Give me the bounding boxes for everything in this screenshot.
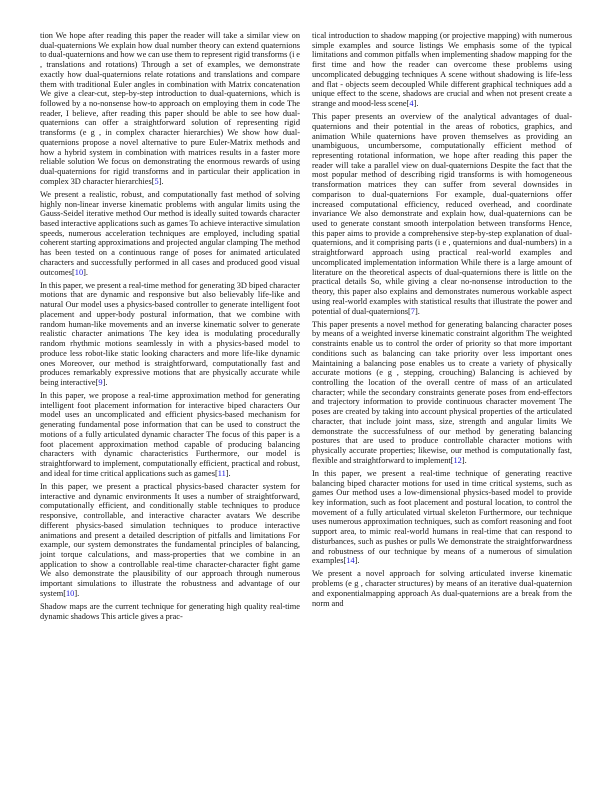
citation-link[interactable]: 5	[154, 176, 159, 186]
citation-link[interactable]: 14	[346, 556, 355, 566]
paragraph: We present a realistic, robust, and computationally fast method of solving highly non-linear inverse kinematic problems with angular limits using the Gauss-Seidel iterative method Our method is ideally suited towards character based interactive applications such as games To achieve interactive simulation speeds, numerous acceleration techniques are employed, including spatial coherent starting approximations and projected angular clamping The method has been tested on a continuous range of poses for animated articulated characters and successfully performed in all cases and produced good visual outcomes[10].	[40, 189, 300, 277]
paragraph: tical introduction to shadow mapping (or projective mapping) with numerous simple examples and source listings We emphasis some of the typical limitations and common pitfalls when implementing shadow mapping for the first time and how the reader can overcome these problems using uncomplicated debugging techniques A scene without shadowing is life-less and flat - objects seem decoupled While different graphical techniques add a unique effect to the scene, shadows are crucial and when not present create a strange and mood-less scene[4].	[312, 31, 572, 109]
citation-link[interactable]: 4	[409, 99, 414, 109]
citation-link[interactable]: 10	[74, 267, 84, 277]
citation-link[interactable]: 9	[98, 377, 103, 387]
paragraph: We present a novel approach for solving articulated inverse kinematic problems (e g , character structures) by means of an iterative dual-quaternion and exponentialmapping approach As dual-quaternions are a break from the norm and	[312, 569, 572, 608]
paragraph: tion We hope after reading this paper the reader will take a similar view on dual-quaternions We explain how dual number theory can extend quaternions to dual-quaternions and how we can use them to represent rigid transforms (i e , translations and rotations) Through a set of examples, we demonstrate exactly how dual-quaternions relate rotations and translations and compare them with traditional Euler angles in combination with Matrix concatenation We give a clear-cut, step-by-step introduction to dual-quaternions, which is followed by a no-nonsense how-to approach on employing them in code The reader, I believe, after reading this paper should be able to see how dual-quaternions can offer a straightforward solution of representing rigid transforms (e g , in complex character hierarchies) We show how dual-quaternions propose a novel alternative to pure Euler-Matrix methods and how a hybrid system in combination with matrices results in a faster more reliable solution We focus on demonstrating the enormous rewards of using dual-quaternions for rigid transforms and in particular their application in complex 3D character hierarchies[5].	[40, 31, 300, 186]
paragraph: This paper presents an overview of the analytical advantages of dual-quaternions and their potential in the areas of robotics, graphics, and animation While quaternions have proven themselves as providing an unambiguous, uncumbersome, computationally efficient method of representing rotational information, we hope after reading this paper the reader will take a parallel view on dual-quaternions Despite the fact that the most popular method of describing rigid transforms is with homogeneous transformation matrices they can suffer from several downsides in comparison to dual-quaternions For example, dual-quaternions offer increased computational efficiency, reduced overhead, and coordinate invariance We also demonstrate and explain how, dual-quaternions can be used to generate constant smooth interpolation between transforms Hence, this paper aims to provide a comprehensive step-by-step explanation of dual-quaternions, and it comprising parts (i e , quaternions and dual-numbers) in a straightforward approach using practical real-world examples and uncomplicated implementation information While there is a large amount of literature on the theoretical aspects of dual-quaternions there is little on the practical details So, while giving a clear no-nonsense introduction to the theory, this paper also explains and demonstrates numerous workable aspect using real-world examples with statistical results that illustrate the power and potential of dual-quaternions[7].	[312, 112, 572, 316]
citation-link[interactable]: 10	[65, 588, 75, 598]
paragraph: This paper presents a novel method for generating balancing character poses by means of a weighted inverse kinematic constraint algorithm The weighted constraints enable us to control the order of priority so that more important conditions such as balancing can take priority over less important ones Maintaining a balancing pose enables us to create a variety of physically accurate motions (e g , stepping, crouching) Balancing is achieved by controlling the location of the overall centre of mass of an articulated character; while the secondary constraints generate poses from end-effectors and trajectory information to provide continuous character movement The poses are created by taking into account physical properties of the articulated character, that include joint mass, size, strength and angular limits We demonstrate the successfulness of our method by generating balancing postures that are used to produce controllable character motions with physically accurate properties; likewise, our method is computationally fast, flexible and straightforward to implement[12].	[312, 319, 572, 465]
citation-link[interactable]: 11	[217, 468, 226, 478]
citation-link[interactable]: 7	[410, 306, 415, 316]
paragraph: In this paper, we present a real-time method for generating 3D biped character motions that are dynamic and responsive but also believably life-like and natural Our model uses a physics-based controller to generate intelligent foot placement and upper-body postural information, that we combine with random human-like movements and an inverse kinematic solver to generate realistic character animations The key idea is modulating procedurally random rhythmic motions seamlessly in with a physics-based model to produce less robot-like static looking characters and more life-like dynamic ones Moreover, our method is straightforward, computationally fast and produces remarkably expressive motions that are physically accurate while being interactive[9].	[40, 280, 300, 387]
paragraph: In this paper, we present a real-time technique of generating reactive balancing biped character motions for used in time critical systems, such as games Our method uses a low-dimensional physics-based model to provide key information, such as foot placement and postural location, to control the movement of a fully articulated virtual skeleton Furthermore, our technique uses numerous approximation techniques, such as comfort reasoning and foot support area, to mimic real-world humans in real-time that can respond to disturbances, such as pushes or pulls We demonstrate the straightforwardness and robustness of our technique by means of a numerous of simulation examples[14].	[312, 468, 572, 566]
paragraph: In this paper, we present a practical physics-based character system for interactive and dynamic environments It uses a number of straightforward, computationally efficient, and conditionally stable techniques to produce responsive, controllable, and interactive character avatars We describe different physics-based simulation techniques to produce interactive animations and present a detailed description of pitfalls and limitations For example, our system demonstrates the fundamental principles of balancing, joint torque calculations, and mass-properties that we combine in an application to show a controllable real-time character-character fight game We also demonstrate the plausibility of our approach through numerous important simulations to illustrate the robustness and advantage of our system[10].	[40, 481, 300, 598]
column-right	[312, 31, 572, 768]
column-left	[40, 31, 300, 768]
citation-link[interactable]: 12	[453, 455, 462, 465]
paragraph: In this paper, we propose a real-time approximation method for generating intelligent foot placement information for interactive biped characters Our model uses an uncomplicated and efficient physics-based mechanism for generating fundamental pose information that can be used to construct the motions of a fully articulated dynamic character The focus of this paper is a foot placement approximation method capable of producing balancing characters with dynamic characteristics Furthermore, our model is straightforward to implement, computationally efficient, practical and robust, and ideal for time critical applications such as games[11].	[40, 391, 300, 478]
paragraph: Shadow maps are the current technique for generating high quality real-time dynamic shadows This article gives a prac-	[40, 601, 300, 621]
